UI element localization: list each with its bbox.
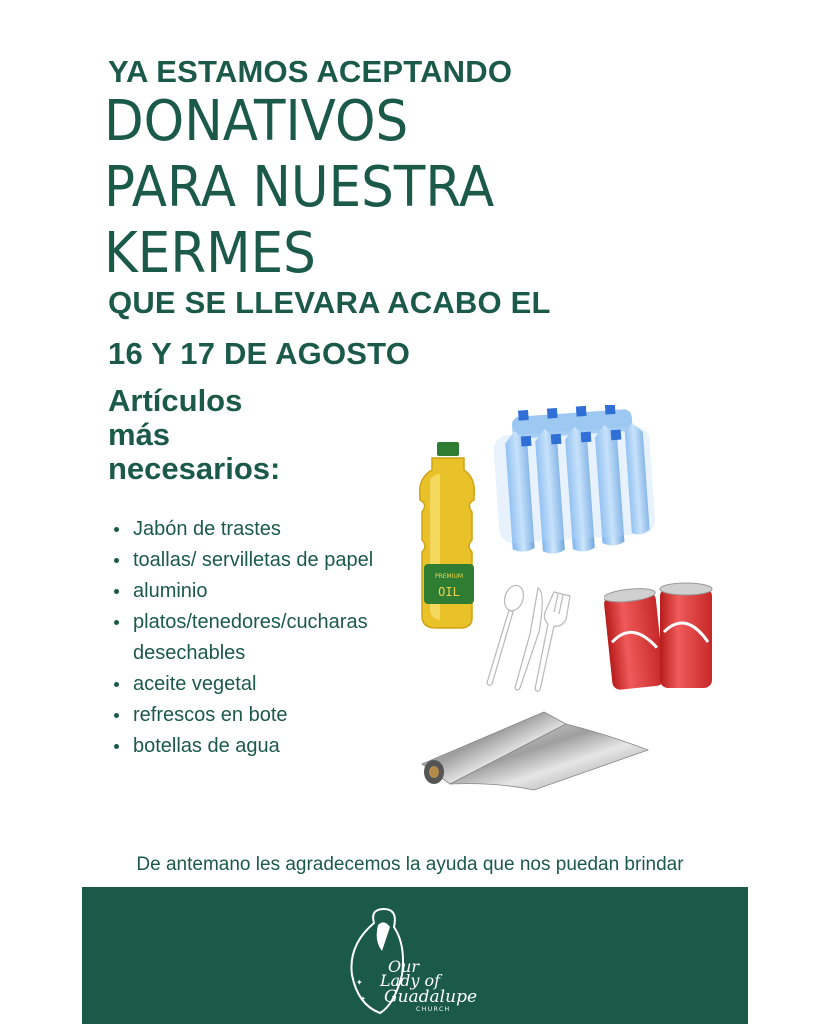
logo-text-our: Our: [388, 957, 420, 976]
headline-line-3: PARA NUESTRA: [104, 155, 495, 220]
svg-text:✦: ✦: [360, 996, 366, 1003]
list-item: toallas/ servilletas de papel: [108, 545, 408, 576]
headline-line-2: DONATIVOS: [104, 89, 409, 154]
church-logo: [344, 905, 494, 1017]
needed-title-line: Artículos: [108, 383, 243, 418]
oil-bottle-illustration: [416, 440, 482, 632]
list-item: Jabón de trastes: [108, 514, 408, 545]
svg-text:✦: ✦: [356, 978, 363, 987]
logo-text-church: CHURCH: [416, 1006, 451, 1013]
needed-title-line: más: [108, 417, 171, 452]
list-item: aceite vegetal: [108, 669, 408, 700]
thanks-message: De antemano les agradecemos la ayuda que nos puedan brindar: [136, 854, 684, 875]
headline-line-4: KERMES: [104, 221, 316, 286]
needed-items-title: [108, 384, 280, 486]
event-dates: 16 Y 17 DE AGOSTO: [108, 336, 411, 371]
soda-cans-illustration: [604, 580, 716, 694]
footer-banner: [82, 887, 748, 1024]
oil-label-bottom: OIL: [438, 585, 460, 599]
headline-line-1: YA ESTAMOS ACEPTANDO: [108, 54, 513, 89]
list-item: aluminio: [108, 576, 408, 607]
needed-title-line: necesarios:: [108, 451, 281, 486]
logo-text-lady-of: Lady of: [380, 971, 441, 990]
list-item: botellas de agua: [108, 731, 408, 762]
logo-text-guadalupe: Guadalupe: [384, 987, 478, 1007]
oil-label-top: PREMIUM: [434, 573, 464, 580]
list-item: refrescos en bote: [108, 700, 408, 731]
needed-items-list: [108, 514, 408, 762]
headline-line-5: QUE SE LLEVARA ACABO EL: [108, 285, 551, 320]
aluminum-foil-illustration: [416, 704, 652, 794]
utensils-illustration: [484, 584, 578, 696]
water-bottles-illustration: [488, 405, 658, 555]
list-item: platos/tenedores/cucharas desechables: [108, 607, 408, 669]
